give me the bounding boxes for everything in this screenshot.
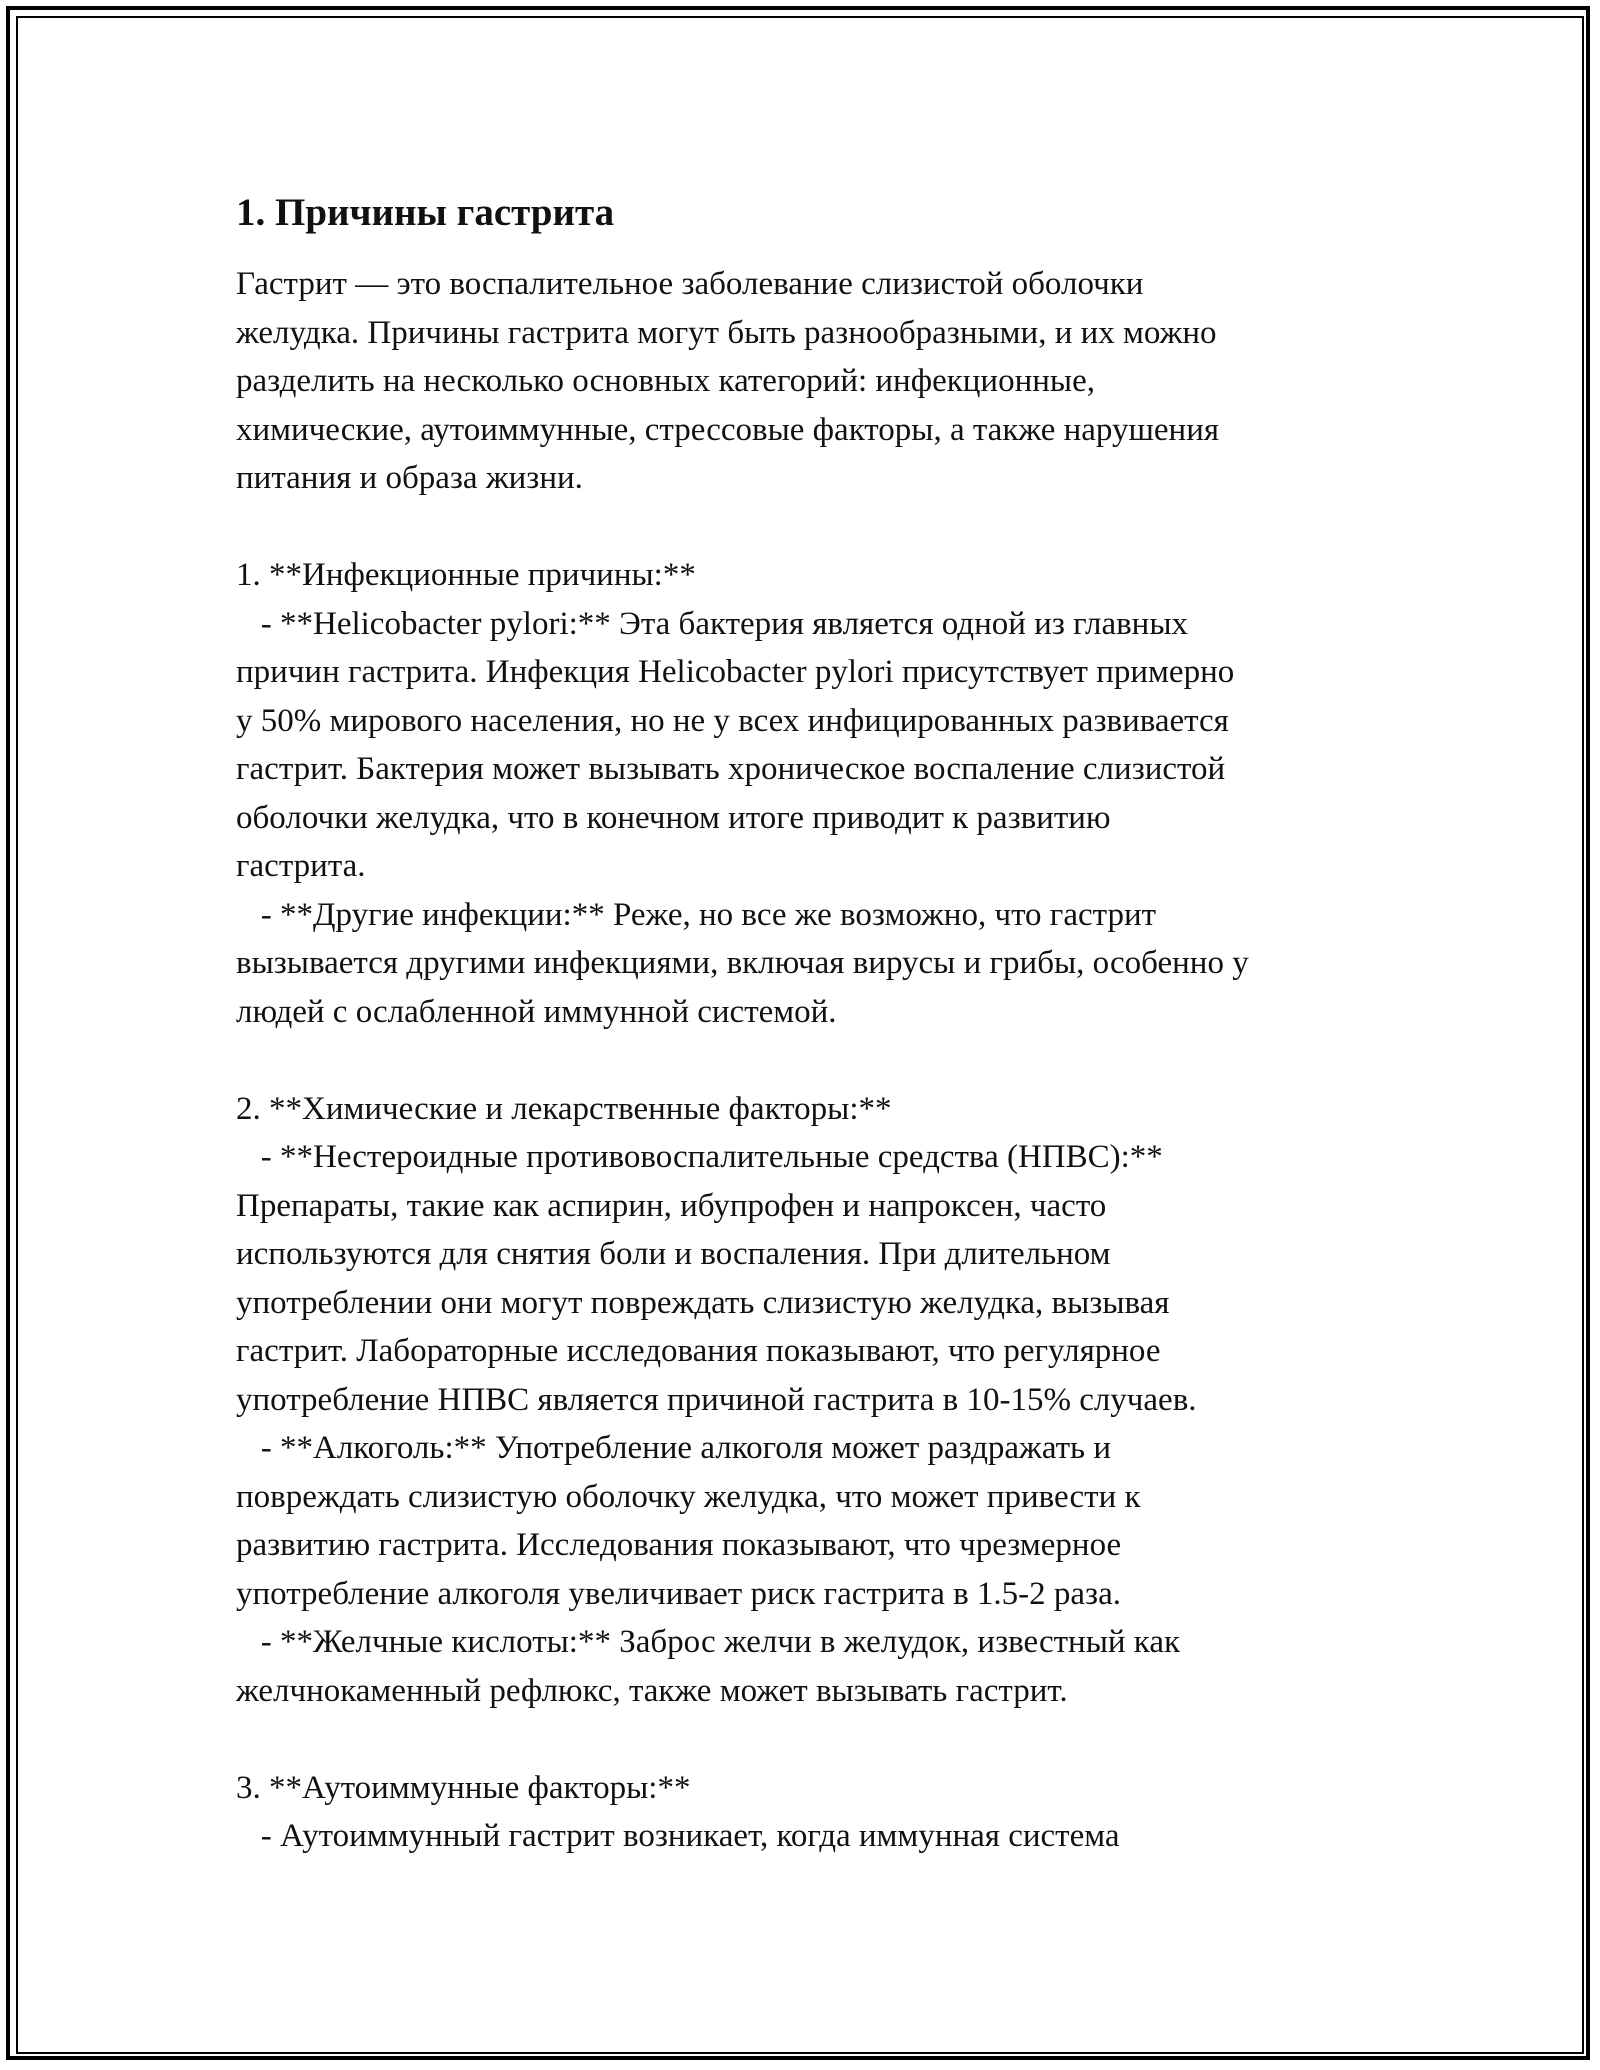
text-line: Гастрит — это воспалительное заболевание слизистой оболочки xyxy=(236,266,1144,302)
text-line: оболочки желудка, что в конечном итоге приводит к развитию xyxy=(236,799,1111,836)
text-line: желчнокаменный рефлюкс, также может вызывать гастрит. xyxy=(236,1672,1068,1709)
text-line: химические, аутоиммунные, стрессовые факторы, а также нарушения xyxy=(236,411,1220,448)
text-line: употреблении они могут повреждать слизистую желудка, вызывая xyxy=(236,1284,1170,1321)
text-line: употребление НПВС является причиной гастрита в 10-15% случаев. xyxy=(236,1381,1197,1418)
intro-paragraph xyxy=(236,260,1376,503)
text-line: вызывается другими инфекциями, включая вирусы и грибы, особенно у xyxy=(236,945,1249,981)
text-line: гастрит. Бактерия может вызывать хроническое воспаление слизистой xyxy=(236,751,1226,787)
section-autoimmune-factors xyxy=(236,1764,1376,1861)
text-line: развитию гастрита. Исследования показывают, что чрезмерное xyxy=(236,1527,1122,1563)
text-line: причин гастрита. Инфекция Helicobacter pylori присутствует примерно xyxy=(236,654,1235,690)
text-line: желудка. Причины гастрита могут быть разнообразными, и их можно xyxy=(236,314,1217,351)
text-line: у 50% мирового населения, но не у всех инфицированных развивается xyxy=(236,702,1229,739)
text-line: гастрит. Лабораторные исследования показывают, что регулярное xyxy=(236,1333,1161,1369)
paragraph-gap xyxy=(236,1036,1376,1085)
document-title: 1. Причины гастрита xyxy=(236,191,615,234)
text-line: повреждать слизистую оболочку желудка, что может привести к xyxy=(236,1478,1141,1515)
text-line: питания и образа жизни. xyxy=(236,460,583,496)
paragraph-gap xyxy=(236,503,1376,552)
list-heading: 2. **Химические и лекарственные факторы:** xyxy=(236,1090,892,1127)
text-line: употребление алкоголя увеличивает риск гастрита в 1.5-2 раза. xyxy=(236,1575,1121,1612)
paragraph-gap xyxy=(236,1715,1376,1764)
list-heading: 3. **Аутоиммунные факторы:** xyxy=(236,1769,691,1806)
text-line: людей с ослабленной иммунной системой. xyxy=(236,993,837,1030)
document-body xyxy=(236,186,1376,1861)
section-infectious-causes xyxy=(236,551,1376,1036)
list-item: - **Алкоголь:** Употребление алкоголя может раздражать и xyxy=(236,1430,1111,1466)
list-item: - **Helicobacter pylori:** Эта бактерия является одной из главных xyxy=(236,605,1189,642)
list-item: - **Другие инфекции:** Реже, но все же возможно, что гастрит xyxy=(236,896,1157,933)
text-line: разделить на несколько основных категорий: инфекционные, xyxy=(236,363,1095,399)
list-item: - Аутоиммунный гастрит возникает, когда иммунная система xyxy=(236,1818,1120,1854)
text-line: гастрита. xyxy=(236,848,366,884)
list-item: - **Нестероидные противовоспалительные средства (НПВС):** xyxy=(236,1139,1163,1175)
text-line: используются для снятия боли и воспаления. При длительном xyxy=(236,1236,1111,1272)
list-heading: 1. **Инфекционные причины:** xyxy=(236,557,696,593)
list-item: - **Желчные кислоты:** Заброс желчи в желудок, известный как xyxy=(236,1624,1181,1660)
section-chemical-factors xyxy=(236,1085,1376,1716)
text-line: Препараты, такие как аспирин, ибупрофен и напроксен, часто xyxy=(236,1187,1107,1224)
